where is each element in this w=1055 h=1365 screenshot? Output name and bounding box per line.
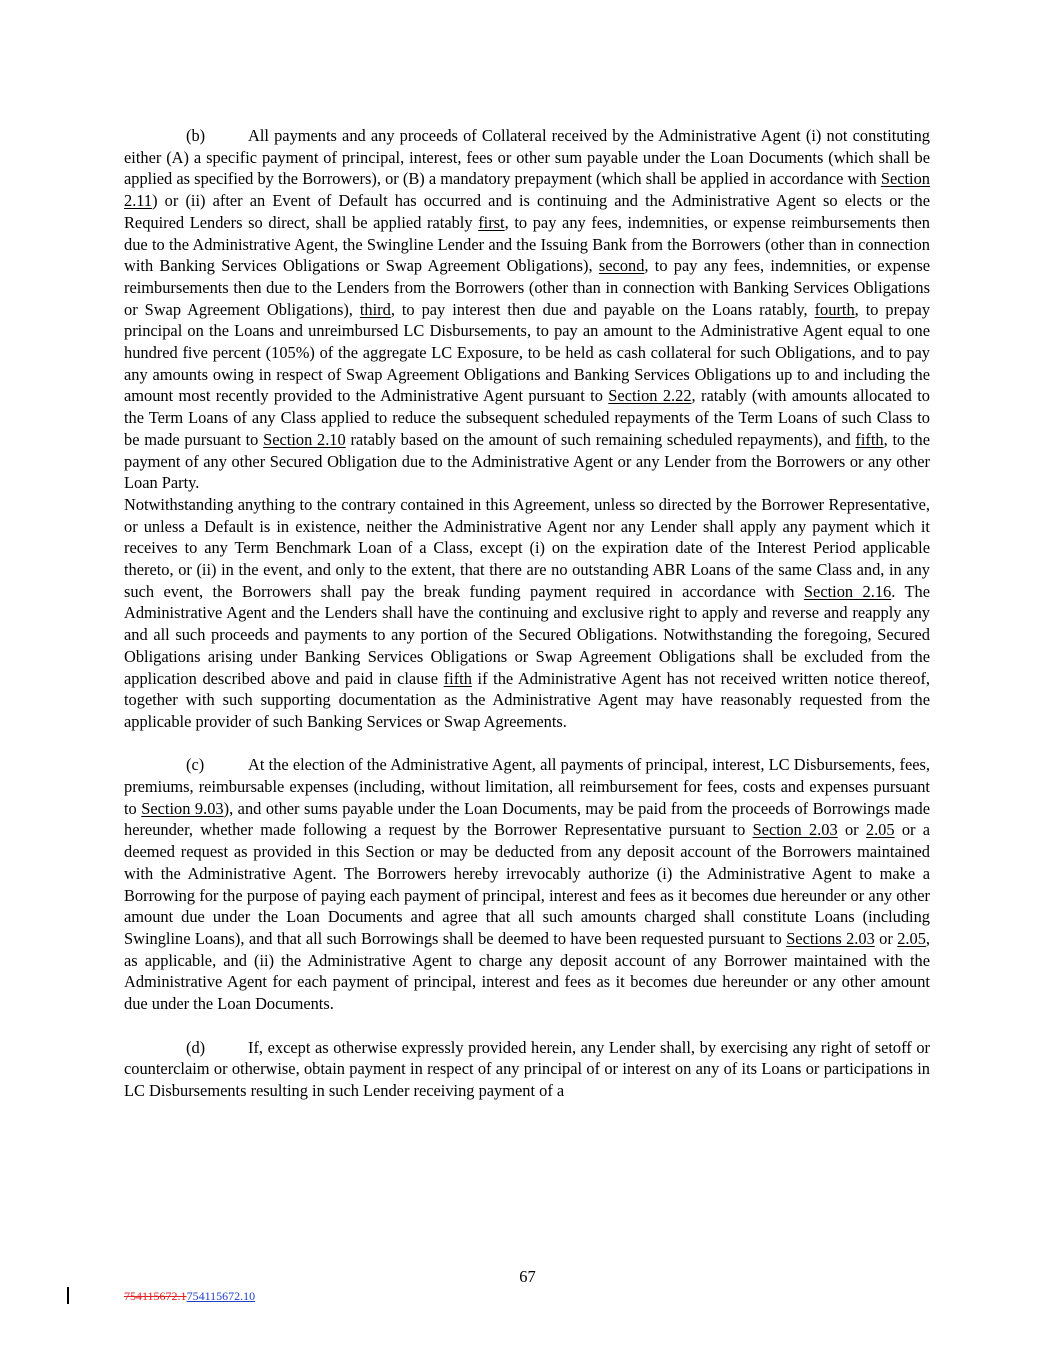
paragraph-b-text: , ratably (with amounts allocated to the Term Loans of any Class applied to reduce the subsequent scheduled repayments of the Term Loans of such Class to be made pursuant to bbox=[124, 386, 930, 449]
paragraph-b-text: ) or (ii) after an Event of Default has occurred and is continuing and the Administrative Agent so elects or the Required Lenders so direct, shall be applied ratably bbox=[124, 191, 930, 232]
paragraph-b-text: ratably based on the amount of such remaining scheduled repayments), and bbox=[345, 429, 856, 449]
section-2-16-reference: Section 2.16 bbox=[803, 581, 892, 601]
document-id-footer bbox=[124, 1289, 255, 1303]
document-body bbox=[124, 125, 930, 1102]
section-2-03-reference: Section 2.03 bbox=[752, 820, 838, 840]
third-term: third bbox=[359, 299, 391, 319]
section-2-22-reference: Section 2.22 bbox=[608, 386, 692, 406]
paragraph-c-text: or bbox=[837, 820, 866, 840]
inserted-document-id: 754115672.10 bbox=[186, 1289, 256, 1303]
paragraph-b-text: Notwithstanding anything to the contrary contained in this Agreement, unless so directed by the Borrower Representative, or unless a Default is in existence, neither the Administrative Agent nor any Lender shall apply any payment which it receives to any Term Benchmark Loan of a Class, except (i) on the expiration date of the Interest Period applicable thereto, or (ii) in the event, and only to the extent, that there are no outstanding ABR Loans of the same Class and, in any such event, the Borrowers shall pay the break funding payment required in accordance with bbox=[124, 494, 930, 601]
paragraph-b-text: , to pay any fees, indemnities, or expense reimbursements then due to the Administrative Agent, the Swingline Lender and the Issuing Bank from the Borrowers (other than in connection with Banking Services Obligations or Swap Agreement Obligations), bbox=[124, 212, 930, 276]
paragraph-b-label: (b) bbox=[186, 126, 206, 145]
paragraph-b-text: , to the payment of any other Secured Obligation due to the Administrative Agent or any Lender from the Borrowers or any other Loan Party. bbox=[124, 429, 930, 493]
second-term: second bbox=[598, 256, 645, 276]
paragraph-b-text: , to pay interest then due and payable on the Loans ratably, bbox=[390, 299, 815, 319]
paragraph-b-text: if the Administrative Agent has not received written notice thereof, together with such supporting documentation as the Administrative Agent may have reasonably requested from the applicable provider of such Banking Services or Swap Agreements. bbox=[124, 668, 930, 731]
paragraph-c-text: At the election of the Administrative Agent, all payments of principal, interest, LC Disbursements, fees, premiums, reimbursable expenses (including, without limitation, all reimbursement for fees, costs and expenses pursuant to bbox=[124, 755, 930, 818]
paragraph-b-text: , to pay any fees, indemnities, or expense reimbursements then due to the Lenders from the Borrowers (other than in connection with Banking Services Obligations or Swap Agreement Obligations), bbox=[124, 256, 930, 319]
section-2-10-reference: Section 2.10 bbox=[263, 429, 346, 449]
paragraph-b-text: , to prepay principal on the Loans and unreimbursed LC Disbursements, to pay an amount to the Administrative Agent equal to one hundred five percent (105%) of the aggregate LC Exposure, to be held as cash collateral for such Obligations, and to pay any amounts owing in respect of Swap Agreement Obligations and Banking Services Obligations up to and including the amount most recently provided to the Administrative Agent pursuant to bbox=[124, 299, 931, 406]
fourth-term: fourth bbox=[814, 299, 855, 319]
paragraph-c-text: ), and other sums payable under the Loan Documents, may be paid from the proceeds of Borrowings made hereunder, whether made following a request by the Borrower Representative pursuant to bbox=[124, 798, 930, 840]
change-bar bbox=[67, 1287, 69, 1304]
paragraph-d-text: If, except as otherwise expressly provided herein, any Lender shall, by exercising any right of setoff or counterclaim or otherwise, obtain payment in respect of any principal of or interest on any of its Loans or participations in LC Disbursements resulting in such Lender receiving payment of a bbox=[124, 1037, 930, 1100]
paragraph-b-text: . The Administrative Agent and the Lenders shall have the continuing and exclusive right to apply and reverse and reapply any and all such proceeds and payments to any portion of the Secured Obligations. Notwithstanding the foregoing, Secured Obligations arising under Banking Services Obligations or Swap Agreement Obligations shall be excluded from the application described above and paid in clause bbox=[124, 581, 930, 688]
first-term: first bbox=[478, 212, 505, 232]
section-2-11-reference: Section 2.11 bbox=[124, 169, 930, 211]
paragraph-c-text: or a deemed request as provided in this Section or may be deducted from any deposit account of the Borrowers maintained with the Administrative Agent. The Borrowers hereby irrevocably authorize (i) the Administrative Agent to make a Borrowing for the purpose of paying each payment of principal, interest and fees as it becomes due hereunder or any other amount due under the Loan Documents and agree that all such amounts charged shall constitute Loans (including Swingline Loans), and that all such Borrowings shall be deemed to have been requested pursuant to bbox=[124, 820, 931, 948]
section-2-05-reference: 2.05 bbox=[865, 820, 895, 840]
paragraph-c bbox=[124, 754, 930, 1014]
deleted-document-id: 754115672.1 bbox=[124, 1289, 187, 1303]
sections-2-03-reference: Sections 2.03 bbox=[786, 929, 875, 948]
fifth-term: fifth bbox=[855, 429, 884, 449]
paragraph-c-text: , as applicable, and (ii) the Administrative Agent to charge any deposit account of any Borrower maintained with the Administrative Agent for each payment of principal, interest and fees as it becomes due hereunder or any other amount due under the Loan Documents. bbox=[124, 929, 930, 1014]
paragraph-c-label: (c) bbox=[186, 755, 205, 775]
fifth-clause-reference: fifth bbox=[443, 668, 472, 688]
paragraph-b bbox=[124, 125, 930, 494]
section-9-03-reference: Section 9.03 bbox=[141, 798, 224, 818]
paragraph-d-label: (d) bbox=[186, 1037, 206, 1057]
paragraph-b-continued bbox=[124, 494, 930, 733]
section-2-05-reference-2: 2.05 bbox=[897, 929, 926, 948]
paragraph-b-text: All payments and any proceeds of Collateral received by the Administrative Agent (i) not constituting either (A) a specific payment of principal, interest, fees or other sum payable under the Loan Documents (which shall be applied as specified by the Borrowers), or (B) a mandatory prepayment (which shall be applied in accordance with bbox=[124, 126, 930, 189]
paragraph-c-text: or bbox=[874, 929, 898, 948]
paragraph-d bbox=[124, 1037, 930, 1102]
page-number: 67 bbox=[519, 1267, 536, 1286]
